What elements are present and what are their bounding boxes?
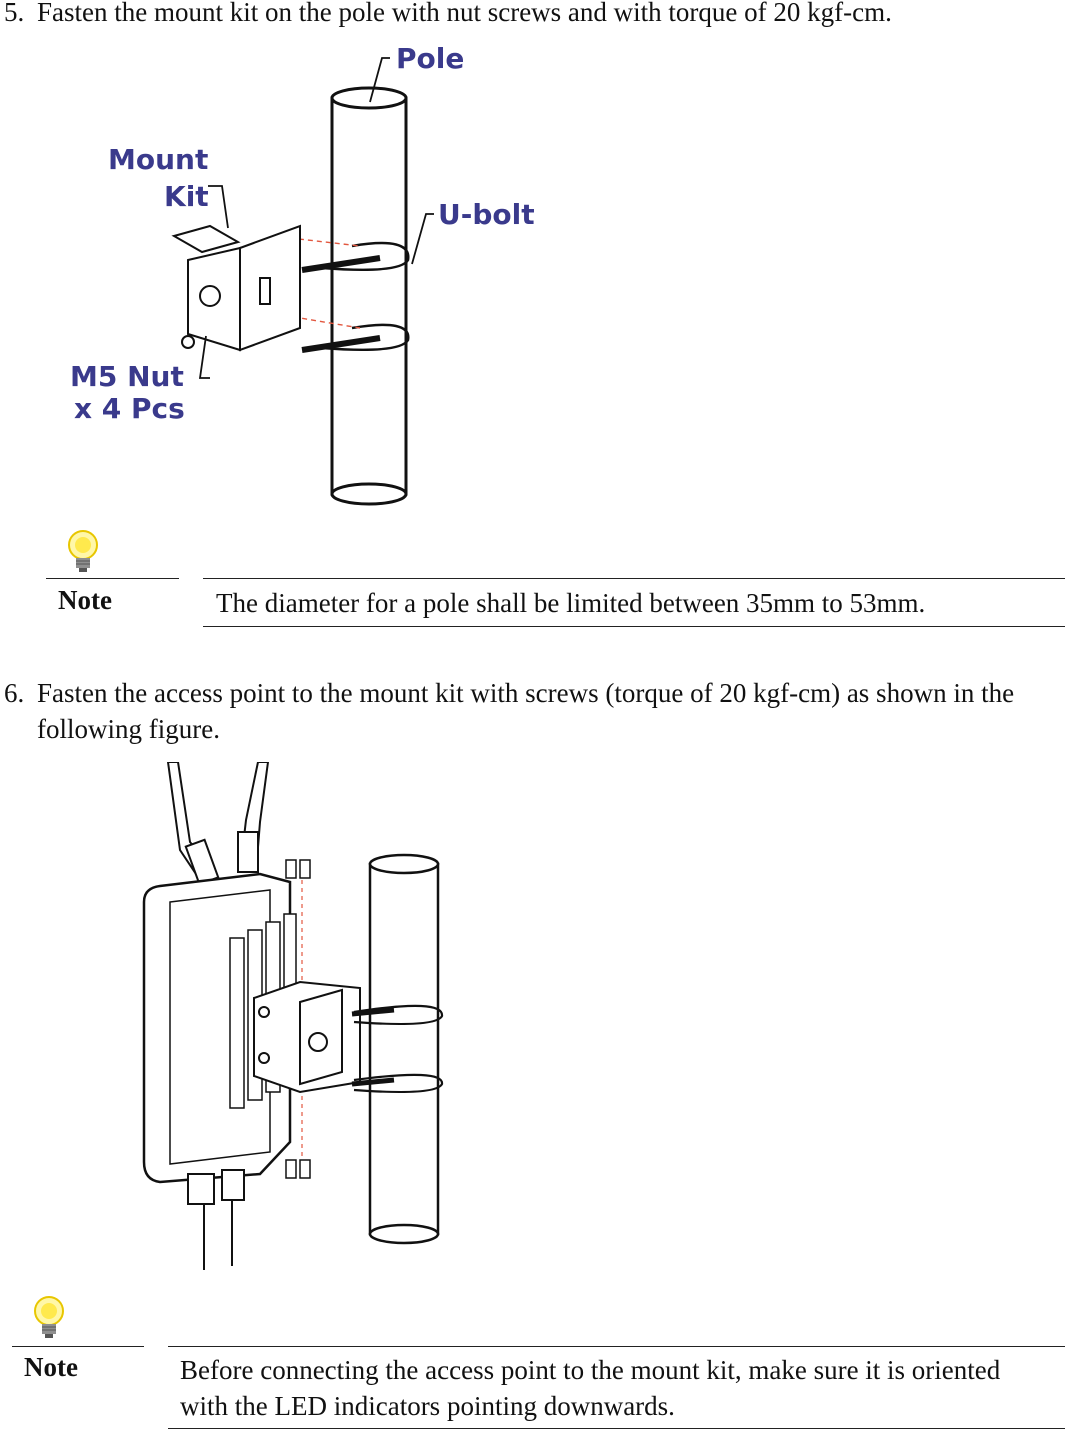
note-2-label: Note — [24, 1352, 78, 1382]
step-5-number: 5. — [4, 0, 25, 27]
note-1-label-rule — [46, 578, 179, 579]
lightbulb-icon — [28, 1294, 70, 1340]
mount-kit-label-line2: Kit — [164, 180, 209, 213]
note-2-bottom-rule — [168, 1428, 1065, 1429]
mount-kit-label-line1: Mount — [108, 143, 209, 176]
note-1-label: Note — [58, 585, 112, 615]
lightbulb-icon — [62, 528, 104, 574]
note-2-label-rule — [12, 1346, 144, 1347]
mount-kit-illustration — [174, 226, 300, 350]
step-5-text: Fasten the mount kit on the pole with nut screws and with torque of 20 kgf-cm. — [37, 0, 892, 27]
bracket-illustration — [254, 982, 360, 1092]
note-2-text: Before connecting the access point to the mount kit, make sure it is oriented with the LED indicators pointing downwards. — [180, 1355, 1001, 1421]
note-1-text: The diameter for a pole shall be limited between 35mm to 53mm. — [216, 588, 926, 618]
mount-kit-pole-diagram — [60, 38, 560, 513]
note-1-top-rule — [203, 578, 1065, 579]
note-2-top-rule — [168, 1346, 1065, 1347]
u-bolt-label: U-bolt — [438, 198, 535, 231]
step-6-text: Fasten the access point to the mount kit with screws (torque of 20 kgf-cm) as shown in the following figure. — [37, 678, 1015, 744]
antenna-illustration — [168, 762, 268, 884]
pole-illustration — [332, 88, 406, 504]
step-6-number: 6. — [4, 678, 25, 708]
m5-nut-label-line2: x 4 Pcs — [74, 392, 185, 425]
note-1-bottom-rule — [203, 626, 1065, 627]
pole-label: Pole — [396, 42, 465, 75]
m5-nut-label-line1: M5 Nut — [70, 360, 184, 393]
access-point-mount-diagram — [130, 762, 450, 1282]
pole-2-illustration — [370, 855, 438, 1243]
